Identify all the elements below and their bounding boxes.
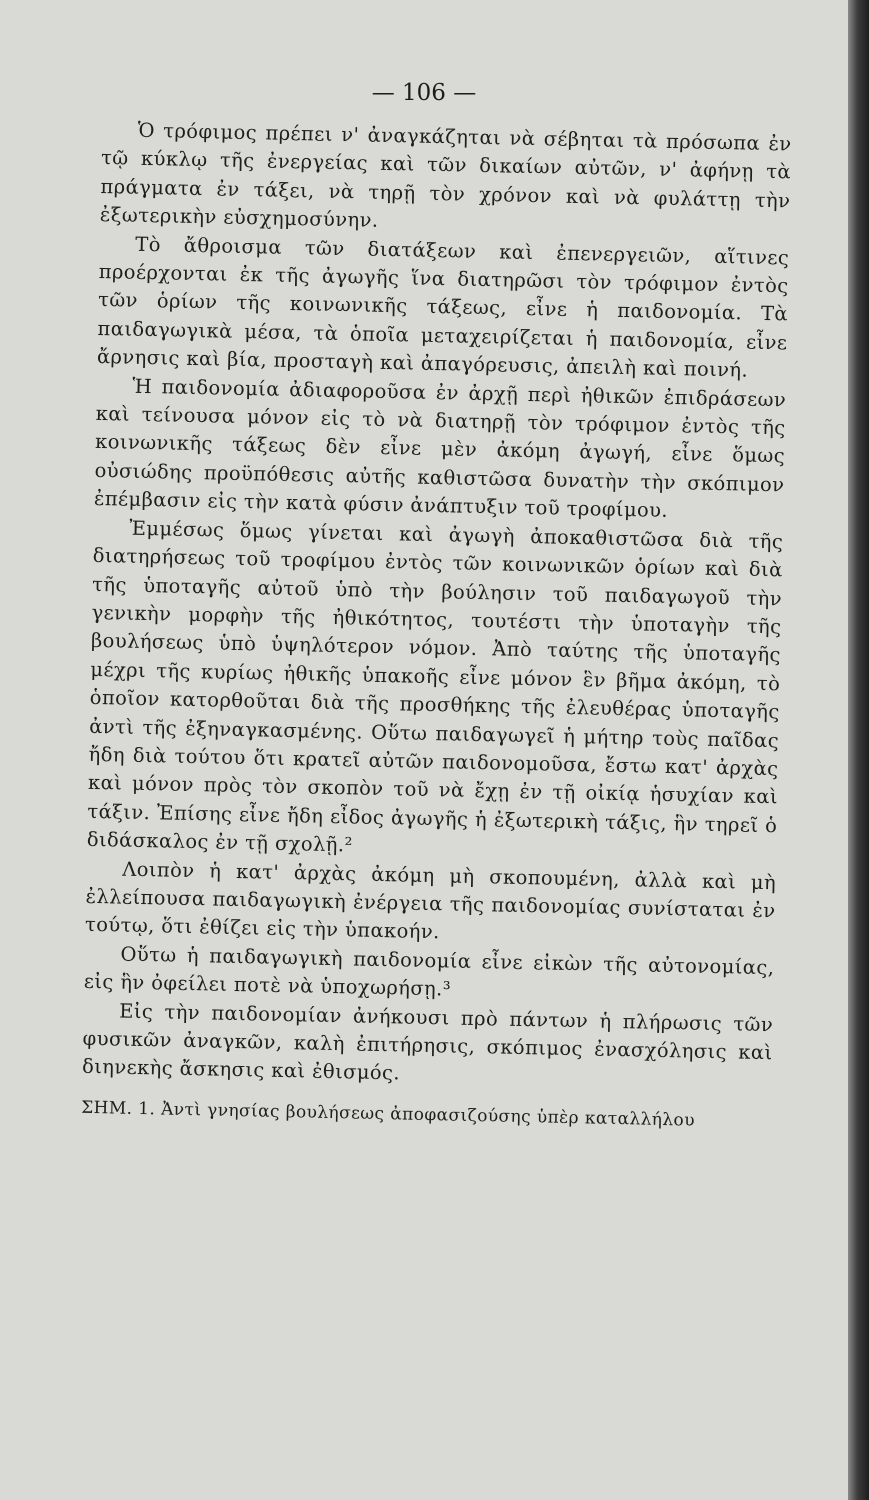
paragraph: Οὕτω ἡ παιδαγωγικὴ παιδονομία εἶνε εἰκὼν τῆς αὐτονομίας, εἰς ἣν ὀφείλει ποτὲ νὰ ὑποχωρήσῃ.³ (83, 942, 775, 1001)
paragraph: Ὁ τρόφιμος πρέπει ν' ἀναγκάζηται νὰ σέβηται τὰ πρόσωπα ἐν τῷ κύκλῳ τῆς ἐνεργείας καὶ τῶν δικαίων αὐτῶν, ν' ἀφήνῃ τὰ πράγματα ἐν τάξει, νὰ τηρῇ τὸν χρόνον καὶ νὰ φυλάττῃ τὴν ἐξωτερικὴν εὐσχημοσύνην. (99, 118, 792, 233)
paragraph: Ἐμμέσως ὅμως γίνεται καὶ ἀγωγὴ ἀποκαθιστῶσα διὰ τῆς διατηρήσεως τοῦ τροφίμου ἐντὸς τῶν κοινωνικῶν ὁρίων καὶ διὰ τῆς ὑποταγῆς αὐτοῦ ὑπὸ τὴν βούλησιν τοῦ παιδαγωγοῦ τὴν γενικὴν μορφὴν τῆς ἠθικότητος, τουτέστι τὴν ὑποταγὴν τῆς βουλήσεως ὑπὸ ὑψηλότερον νόμον. Ἀπὸ ταύτης τῆς ὑποταγῆς μέχρι τῆς κυρίως ἠθικῆς ὑπακοῆς εἶνε μόνον ἓν βῆμα ἀκόμη, τὸ ὁποῖον κατορθοῦται διὰ τῆς προσθήκης τῆς ἐλευθέρας ὑποταγῆς ἀντὶ τῆς ἐξηναγκασμένης. Οὕτω παιδαγωγεῖ ἡ μήτηρ τοὺς παῖδας ἤδη διὰ τούτου ὅτι κρατεῖ αὐτῶν παιδονομοῦσα, ἔστω κατ' ἀρχὰς καὶ μόνον πρὸς τὸν σκοπὸν τοῦ νὰ ἔχῃ ἐν τῇ οἰκίᾳ ἡσυχίαν καὶ τάξιν. Ἐπίσης εἶνε ἤδη εἶδος ἀγωγῆς ἡ ἐξωτερικὴ τάξις, ἣν τηρεῖ ὁ διδάσκαλος ἐν τῇ σχολῇ.² (86, 516, 784, 857)
paragraph: Εἰς τὴν παιδονομίαν ἀνήκουσι πρὸ πάντων ἡ πλήρωσις τῶν φυσικῶν ἀναγκῶν, καλὴ ἐπιτήρησις, σκόπιμος ἐνασχόλησις καὶ διηνεκὴς ἄσκησις καὶ ἐθισμός. (81, 999, 774, 1085)
paragraph: Λοιπὸν ἡ κατ' ἀρχὰς ἀκόμη μὴ σκοπουμένη, ἀλλὰ καὶ μὴ ἐλλείπουσα παιδαγωγικὴ ἐνέργεια τῆς παιδονομίας συνίσταται ἐν τούτῳ, ὅτι ἐθίζει εἰς τὴν ὑπακοήν. (84, 857, 777, 944)
page-number: — 106 — (371, 80, 477, 106)
book-spine-edge (848, 0, 869, 1500)
footnote: ΣΗΜ. 1. Ἀντὶ γνησίας βουλήσεως ἀποφασιζούσης ὑπὲρ καταλλήλου (81, 1097, 696, 1131)
body-text (81, 116, 792, 1136)
paragraph: Τὸ ἄθροισμα τῶν διατάξεων καὶ ἐπενεργειῶν, αἵτινες προέρχονται ἐκ τῆς ἀγωγῆς ἵνα διατηρῶσι τὸν τρόφιμον ἐντὸς τῶν ὁρίων τῆς κοινωνικῆς τάξεως, εἶνε ἡ παιδονομία. Τὰ παιδαγωγικὰ μέσα, τὰ ὁποῖα μεταχειρίζεται ἡ παιδονομία, εἶνε ἄρνησις καὶ βία, προσταγὴ καὶ ἀπαγόρευσις, ἀπειλὴ καὶ ποινή. (96, 232, 790, 382)
paragraph: Ἡ παιδονομία ἀδιαφοροῦσα ἐν ἀρχῇ περὶ ἠθικῶν ἐπιδράσεων καὶ τείνουσα μόνον εἰς τὸ νὰ διατηρῇ τὸν τρόφιμον ἐντὸς τῆς κοινωνικῆς τάξεως δὲν εἶνε μὲν ἀκόμη ἀγωγή, εἶνε ὅμως οὐσιώδης προϋπόθεσις αὐτῆς καθιστῶσα δυνατὴν τὴν σκόπιμον ἐπέμβασιν εἰς τὴν κατὰ φύσιν ἀνάπτυξιν τοῦ τροφίμου. (93, 374, 787, 523)
